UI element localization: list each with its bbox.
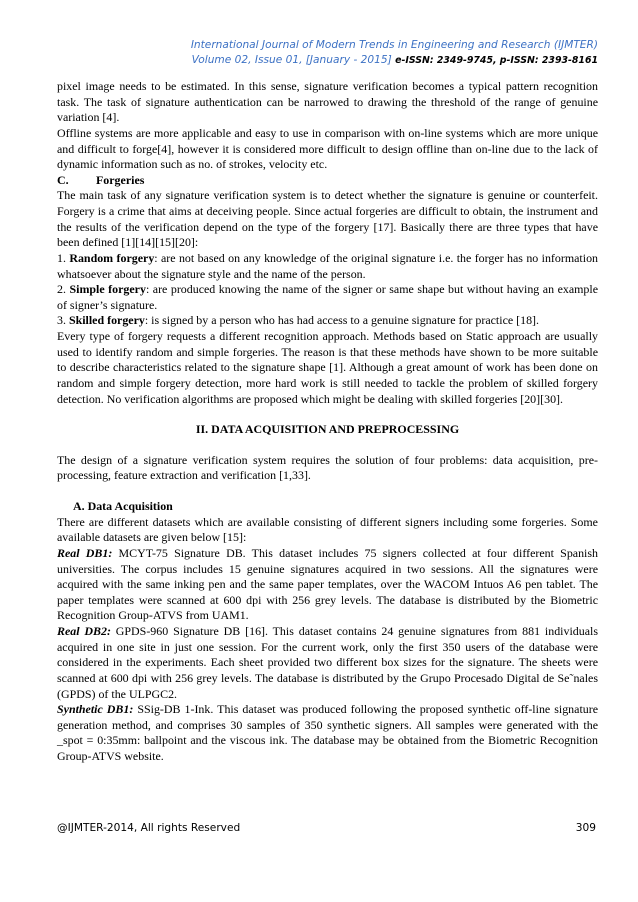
paragraph-intro: pixel image needs to be estimated. In this sense, signature verification becomes a typical pattern recognition task. The task of signature authentication can be narrowed to drawing the threshold of the range of genuine variation [4]. bbox=[57, 79, 598, 125]
forgery-type-3 bbox=[57, 313, 598, 329]
journal-issn: e-ISSN: 2349-9745, p-ISSN: 2393-8161 bbox=[395, 55, 598, 66]
dataset-text: SSig-DB 1-Ink. This dataset was produced following the proposed synthetic off-line signature generation method, and comprises 30 samples of 350 synthetic signers. All samples were generated with the _spot = 0:35mm: ballpoint and the viscous ink. The database may be obtained from the Biometric Recognition Group-ATVS website. bbox=[57, 702, 598, 763]
forgery-type-term: Random forgery bbox=[69, 250, 155, 265]
forgery-type-text: : is signed by a person who has had access to a genuine signature for practice [18]. bbox=[144, 313, 540, 328]
forgery-type-text: : are not based on any knowledge of the original signature i.e. the forger has no information whatsoever about the signature style and the name of the person. bbox=[57, 250, 599, 281]
paragraph-offline: Offline systems are more applicable and easy to use in comparison with on-line systems which are more unique and difficult to forge[4], however it is considered more difficult to design offline than on-line due to the lack of dynamic information such as no. of strokes, velocity etc. bbox=[57, 125, 598, 172]
section-c-title: Forgeries bbox=[96, 172, 145, 187]
dataset-text: MCYT-75 Signature DB. This dataset includes 75 signers collected at four different Spanish universities. The corpus includes 15 genuine signatures acquired in two sessions. All the signatures were acquired with the same inking pen and the same paper templates, over the WACOM Intuos A6 pen tablet. The paper templates were scanned at 600 dpi with 256 grey levels. The database is distributed by the Biometric Recognition Group-ATVS from UAM1. bbox=[57, 545, 598, 623]
forgery-type-number: 2. bbox=[57, 282, 66, 297]
section-c-label: C. bbox=[57, 172, 69, 187]
forgery-type-1 bbox=[57, 251, 598, 282]
dataset-real-db2 bbox=[57, 624, 598, 702]
page-number: 309 bbox=[575, 822, 596, 834]
forgery-type-text: : are produced knowing the name of the signer or same shape but without having an example of signer’s signature. bbox=[57, 282, 598, 312]
dataset-real-db1 bbox=[57, 546, 598, 624]
article-body bbox=[57, 79, 598, 765]
journal-volume: Volume 02, Issue 01, [January - 2015] bbox=[191, 54, 392, 66]
journal-header bbox=[78, 38, 598, 68]
forgery-type-number: 3. bbox=[57, 313, 66, 328]
paragraph-every-type: Every type of forgery requests a different recognition approach. Methods based on Static approach are usually used to identify random and simple forgeries. The reason is that these methods have shown to be more suitable to describe characteristics related to the signature shape [1]. Although a great amount of work has been done on random and simple forgery detection, more hard work is still needed to tackle the problem of skilled forgery detection. No verification algorithms are proposed which might be dealing with skilled forgeries [20][30]. bbox=[57, 329, 598, 406]
journal-title: International Journal of Modern Trends in Engineering and Research (IJMTER) bbox=[190, 39, 598, 51]
forgery-type-term: Skilled forgery bbox=[68, 313, 145, 328]
section-c-heading bbox=[57, 173, 598, 189]
section-ii-title: II. DATA ACQUISITION AND PREPROCESSING bbox=[195, 422, 460, 437]
footer-copyright: @IJMTER-2014, All rights Reserved bbox=[57, 822, 241, 834]
dataset-label: Real DB2: bbox=[57, 624, 111, 638]
dataset-text: GPDS-960 Signature DB [16]. This dataset contains 24 genuine signatures from 881 individuals acquired in one site in just one session. For the current work, only the first 350 users of the database were considered in the experiments. Each sheet provided two different box sizes for the signature. The sheets were scanned at 600 dpi with 256 grey levels. The database is distributed by the Grupo Procesado Digital de Se˜nales (GPDS) of the ULPGC2. bbox=[57, 624, 598, 701]
dataset-label: Real DB1: bbox=[57, 545, 113, 560]
forgery-type-2 bbox=[57, 282, 598, 313]
page-footer bbox=[57, 822, 596, 834]
forgery-type-number: 1. bbox=[57, 250, 66, 265]
journal-volume-line bbox=[78, 53, 598, 68]
paragraph-datasets: There are different datasets which are available consisting of different signers including some forgeries. Some available datasets are given below [15]: bbox=[57, 514, 598, 545]
paragraph-forgeries: The main task of any signature verification system is to detect whether the signature is genuine or counterfeit. Forgery is a crime that aims at deceiving people. Since actual forgeries are difficult to obtain, the instrument and the results of the verification depend on the type of the forgery [17]. Basically there are three types that have been defined [1][14][15][20]: bbox=[57, 188, 598, 250]
paragraph-design: The design of a signature verification system requires the solution of four problems: data acquisition, pre-processing, feature extraction and verification [1,33]. bbox=[57, 452, 598, 483]
forgery-type-term: Simple forgery bbox=[69, 282, 146, 297]
subsection-a-title: A. Data Acquisition bbox=[73, 499, 173, 513]
dataset-synthetic-db1 bbox=[57, 702, 598, 765]
dataset-label: Synthetic DB1: bbox=[57, 702, 134, 717]
